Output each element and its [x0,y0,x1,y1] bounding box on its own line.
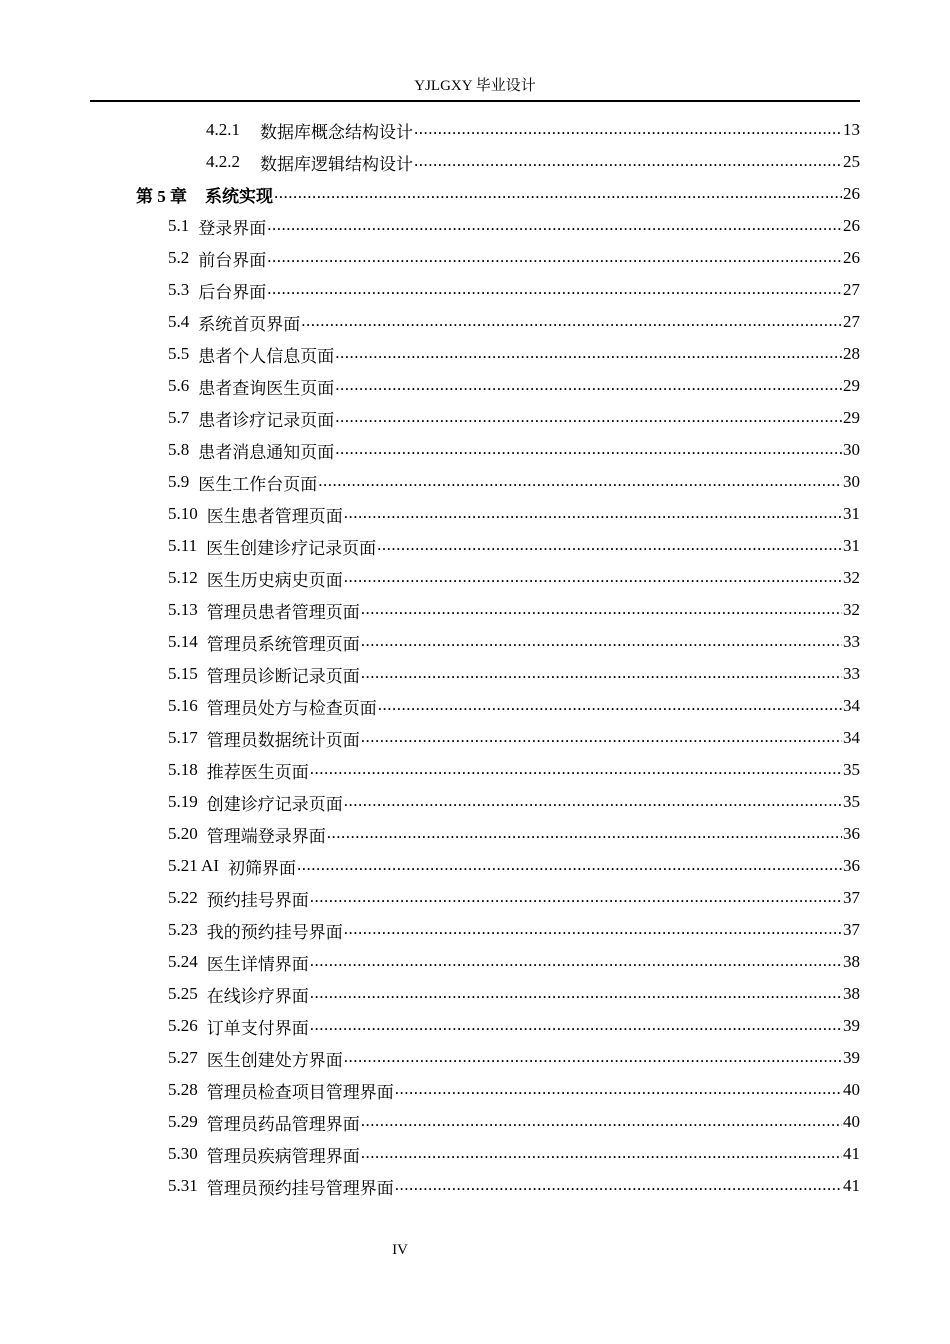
toc-entry-number: 5.11 [168,536,198,555]
toc-dot-leader [395,1079,842,1099]
toc-dot-leader [335,343,842,363]
header-divider [90,100,860,102]
toc-entry-page: 35 [843,760,860,779]
toc-entry-page: 40 [843,1080,860,1099]
toc-entry-number: 5.23 [168,920,198,939]
toc-dot-leader [344,919,842,939]
toc-entry-title: 管理员处方与检查页面 [206,698,377,718]
toc-entry-page: 41 [843,1176,860,1195]
toc-entry-title: 系统实现 [205,186,273,206]
toc-entry[interactable] [168,882,860,914]
toc-entry[interactable] [168,402,860,434]
toc-entry-number: 5.3 [168,280,190,299]
toc-entry-number: 5.22 [168,888,198,907]
toc-entry-number: 5.20 [168,824,198,843]
toc-entry-number: 第 5 章 [136,186,187,206]
toc-entry[interactable] [168,658,860,690]
toc-entry-title: 医生历史病史页面 [206,570,343,590]
toc-entry-page: 37 [843,888,860,907]
toc-dot-leader [310,1015,842,1035]
toc-dot-leader [344,1047,842,1067]
toc-entry[interactable] [168,946,860,978]
toc-entry[interactable] [136,178,860,210]
toc-dot-leader [310,759,842,779]
toc-entry-title: 系统首页界面 [198,314,301,334]
toc-entry-title: 管理员疾病管理界面 [206,1146,360,1166]
toc-entry-page: 38 [843,952,860,971]
toc-entry[interactable] [168,914,860,946]
toc-entry-title: 预约挂号界面 [206,890,309,910]
toc-entry-number: 5.15 [168,664,198,683]
toc-entry-number: 5.13 [168,600,198,619]
toc-entry[interactable] [168,1106,860,1138]
toc-entry-title: 创建诊疗记录页面 [206,794,343,814]
toc-entry-title: 后台界面 [198,282,267,302]
toc-entry[interactable] [168,1074,860,1106]
toc-entry-page: 36 [843,856,860,875]
toc-entry-number: 5.1 [168,216,190,235]
toc-entry-title: 在线诊疗界面 [206,986,309,1006]
toc-entry-title: 管理员预约挂号管理界面 [206,1178,394,1198]
toc-entry-page: 39 [843,1016,860,1035]
toc-dot-leader [414,119,842,139]
toc-dot-leader [378,695,842,715]
toc-entry-title: 数据库概念结构设计 [260,122,413,142]
toc-entry[interactable] [168,530,860,562]
toc-entry-page: 36 [843,824,860,843]
toc-entry-number: 5.19 [168,792,198,811]
toc-entry-title: 管理员数据统计页面 [206,730,360,750]
toc-entry[interactable] [168,818,860,850]
toc-entry-page: 28 [843,344,860,363]
toc-entry-title: 初筛界面 [228,858,296,878]
toc-entry-number: 5.5 [168,344,190,363]
toc-entry-page: 26 [843,184,860,203]
toc-entry[interactable] [168,1042,860,1074]
toc-entry-number: 4.2.2 [206,152,240,171]
toc-entry[interactable] [168,626,860,658]
toc-entry-number: 5.30 [168,1144,198,1163]
page-header: YJLGXY 毕业设计 [414,78,536,94]
toc-entry-title: 医生创建处方界面 [206,1050,343,1070]
toc-dot-leader [344,791,842,811]
toc-dot-leader [327,823,842,843]
toc-entry[interactable] [168,1138,860,1170]
toc-entry-title: 管理端登录界面 [206,826,326,846]
toc-entry-number: 5.2 [168,248,190,267]
toc-entry-title: 医生创建诊疗记录页面 [206,538,377,558]
toc-dot-leader [361,631,842,651]
toc-entry-title: 管理员检查项目管理界面 [206,1082,394,1102]
toc-entry-page: 27 [843,312,860,331]
toc-entry[interactable] [168,274,860,306]
toc-entry[interactable] [168,210,860,242]
toc-entry[interactable] [168,434,860,466]
toc-entry-title: 管理员患者管理页面 [206,602,360,622]
toc-dot-leader [361,663,842,683]
toc-dot-leader [361,599,842,619]
toc-entry-page: 27 [843,280,860,299]
toc-entry[interactable] [168,594,860,626]
toc-dot-leader [344,567,842,587]
toc-entry[interactable] [168,562,860,594]
toc-entry[interactable] [168,978,860,1010]
toc-entry-page: 41 [843,1144,860,1163]
toc-entry-title: 订单支付界面 [206,1018,309,1038]
toc-entry-title: 管理员诊断记录页面 [206,666,360,686]
toc-entry-title: 我的预约挂号界面 [206,922,343,942]
toc-entry[interactable] [168,466,860,498]
toc-entry[interactable] [168,498,860,530]
toc-dot-leader [361,727,842,747]
toc-entry-number: 5.21 AI [168,856,219,875]
toc-entry-title: 患者个人信息页面 [198,346,335,366]
toc-entry-page: 33 [843,632,860,651]
toc-entry-title: 前台界面 [198,250,267,270]
toc-entry-page: 40 [843,1112,860,1131]
toc-entry-title: 管理员药品管理界面 [206,1114,360,1134]
toc-entry-page: 35 [843,792,860,811]
toc-entry[interactable] [168,786,860,818]
toc-entry-title: 医生患者管理页面 [206,506,343,526]
toc-dot-leader [361,1143,842,1163]
toc-dot-leader [310,983,842,1003]
toc-entry-number: 5.29 [168,1112,198,1131]
toc-entry-page: 31 [843,536,860,555]
toc-entry-page: 37 [843,920,860,939]
toc-entry[interactable] [168,242,860,274]
toc-entry-number: 5.18 [168,760,198,779]
toc-entry-title: 患者查询医生页面 [198,378,335,398]
toc-entry[interactable] [168,306,860,338]
toc-entry-number: 5.10 [168,504,198,523]
toc-dot-leader [274,183,842,203]
toc-entry-page: 34 [843,728,860,747]
toc-dot-leader [318,471,842,491]
toc-entry-page: 31 [843,504,860,523]
toc-entry-page: 38 [843,984,860,1003]
toc-entry-number: 5.9 [168,472,190,491]
toc-entry-number: 5.27 [168,1048,198,1067]
toc-entry[interactable] [168,690,860,722]
toc-entry-title: 医生详情界面 [206,954,309,974]
toc-entry[interactable] [168,754,860,786]
toc-entry-page: 29 [843,376,860,395]
toc-dot-leader [377,535,842,555]
toc-entry[interactable] [168,1010,860,1042]
toc-dot-leader [267,247,842,267]
toc-entry[interactable] [168,722,860,754]
toc-entry-title: 推荐医生页面 [206,762,309,782]
toc-entry-page: 30 [843,472,860,491]
toc-entry-page: 32 [843,600,860,619]
toc-entry-number: 5.26 [168,1016,198,1035]
toc-entry-number: 5.14 [168,632,198,651]
toc-entry-number: 5.24 [168,952,198,971]
toc-entry[interactable] [168,850,860,882]
toc-dot-leader [335,439,842,459]
toc-entry-number: 5.8 [168,440,190,459]
page-number: IV [392,1242,408,1258]
toc-dot-leader [310,887,842,907]
toc-entry-page: 29 [843,408,860,427]
toc-dot-leader [335,407,842,427]
toc-entry-page: 32 [843,568,860,587]
toc-entry-number: 5.7 [168,408,190,427]
toc-dot-leader [335,375,842,395]
toc-entry-number: 5.17 [168,728,198,747]
toc-entry-number: 5.25 [168,984,198,1003]
toc-dot-leader [395,1175,842,1195]
toc-entry-number: 5.31 [168,1176,198,1195]
toc-entry-number: 4.2.1 [206,120,240,139]
toc-dot-leader [267,279,842,299]
toc-dot-leader [344,503,842,523]
toc-entry-title: 管理员系统管理页面 [206,634,360,654]
toc-entry-page: 13 [843,120,860,139]
toc-entry[interactable] [168,338,860,370]
toc-entry-page: 30 [843,440,860,459]
toc-entry-title: 登录界面 [198,218,267,238]
toc-entry-page: 33 [843,664,860,683]
toc-entry[interactable] [206,146,860,178]
toc-dot-leader [310,951,842,971]
toc-entry-page: 34 [843,696,860,715]
toc-dot-leader [414,151,842,171]
toc-entry[interactable] [168,1170,860,1202]
toc-entry-title: 患者诊疗记录页面 [198,410,335,430]
toc-entry-number: 5.16 [168,696,198,715]
toc-entry-title: 患者消息通知页面 [198,442,335,462]
toc-entry-title: 数据库逻辑结构设计 [260,154,413,174]
toc-dot-leader [361,1111,842,1131]
toc-entry-number: 5.28 [168,1080,198,1099]
toc-entry-number: 5.6 [168,376,190,395]
toc-entry-page: 26 [843,216,860,235]
toc-entry-number: 5.4 [168,312,190,331]
toc-dot-leader [267,215,842,235]
toc-entry[interactable] [206,114,860,146]
toc-dot-leader [301,311,842,331]
toc-dot-leader [297,855,842,875]
toc-entry-title: 医生工作台页面 [198,474,318,494]
toc-entry-page: 39 [843,1048,860,1067]
toc-entry[interactable] [168,370,860,402]
toc-entry-page: 26 [843,248,860,267]
toc-entry-page: 25 [843,152,860,171]
toc-entry-number: 5.12 [168,568,198,587]
